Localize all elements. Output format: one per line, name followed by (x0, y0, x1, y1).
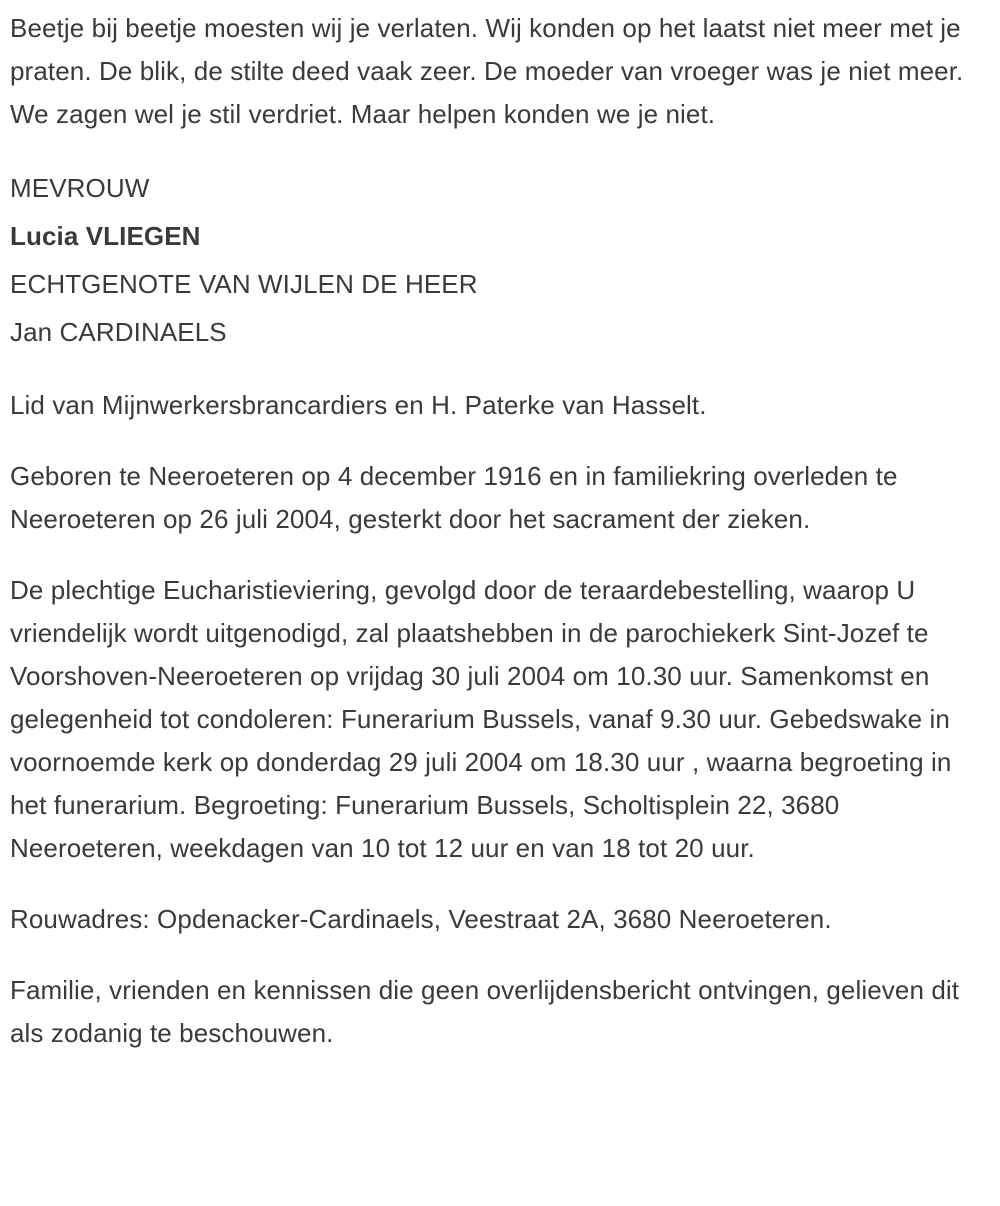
ceremony-paragraph: De plechtige Eucharistieviering, gevolgd door de teraardebestelling, waarop U vriendelijk wordt uitgenodigd, zal plaatshebben in de parochiekerk Sint-Jozef te Voorshoven-Neeroeteren op vrijdag 30 juli 2004 om 10.30 uur. Samenkomst en gelegenheid tot condoleren: Funerarium Bussels, vanaf 9.30 uur. Gebedswake in voornoemde kerk op donderdag 29 juli 2004 om 18.30 uur , waarna begroeting in het funerarium. Begroeting: Funerarium Bussels, Scholtisplein 22, 3680 Neeroeteren, weekdagen van 10 tot 12 uur en van 18 tot 20 uur. (10, 575, 952, 863)
honorific-title: MEVROUW (10, 173, 150, 203)
membership-line: Lid van Mijnwerkersbrancardiers en H. Paterke van Hasselt. (10, 390, 707, 420)
mourning-address-line: Rouwadres: Opdenacker-Cardinaels, Veestraat 2A, 3680 Neeroeteren. (10, 904, 832, 934)
closing-notice: Familie, vrienden en kennissen die geen overlijdensbericht ontvingen, gelieven dit als zodanig te beschouwen. (10, 975, 960, 1048)
relation-line: ECHTGENOTE VAN WIJLEN DE HEER (10, 269, 478, 299)
deceased-name: Lucia VLIEGEN (10, 221, 201, 251)
birth-death-paragraph: Geboren te Neeroeteren op 4 december 1916 en in familiekring overleden te Neeroeteren op 26 juli 2004, gesterkt door het sacrament der zieken. (10, 461, 898, 534)
spouse-name: Jan CARDINAELS (10, 317, 227, 347)
deceased-header (10, 164, 988, 356)
opening-verse: Beetje bij beetje moesten wij je verlaten. Wij konden op het laatst niet meer met je praten. De blik, de stilte deed vaak zeer. De moeder van vroeger was je niet meer. We zagen wel je stil verdriet. Maar helpen konden we je niet. (10, 13, 964, 129)
